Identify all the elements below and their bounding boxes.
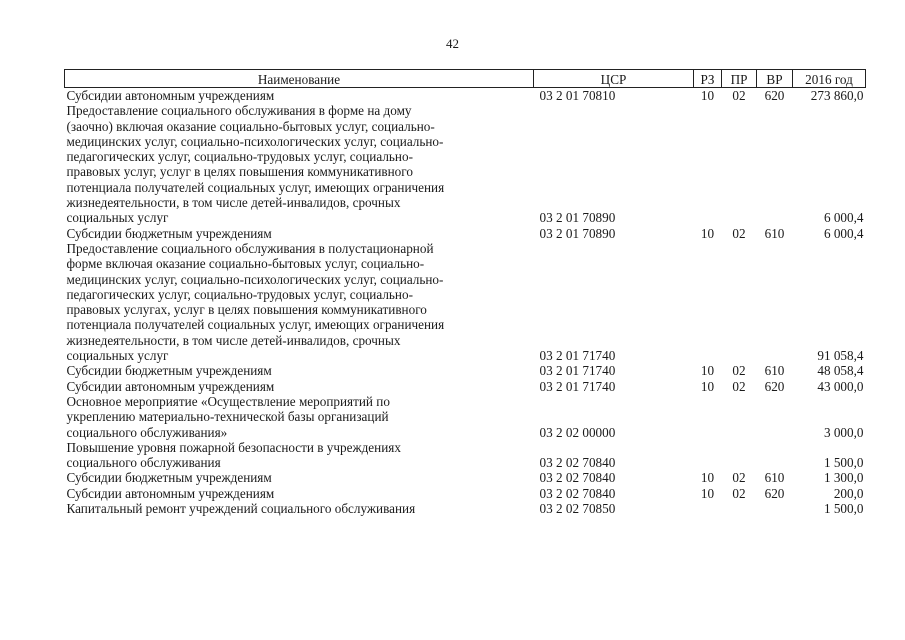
row-rz (694, 103, 722, 225)
row-name-line: Субсидии бюджетным учреждениям (66, 225, 272, 241)
row-name-line: Повышение уровня пожарной безопасности в учреждениях (66, 439, 401, 455)
row-name-line: социального обслуживания (66, 455, 221, 471)
row-rz: 10 (700, 470, 715, 486)
row-pr (722, 501, 757, 516)
row-name (65, 486, 534, 501)
row-name (65, 363, 534, 378)
row-name-line: Основное мероприятие «Осуществление мероприятий по (66, 393, 390, 409)
table-row (65, 363, 866, 378)
header-pr: ПР (722, 70, 757, 88)
row-name-line: педагогических услуг, социально-трудовых услуг, социально- (66, 149, 413, 165)
row-name-line: медицинских услуг, социально-психологических услуг, социально- (66, 271, 444, 287)
header-vr: ВР (757, 70, 793, 88)
row-vr: 610 (764, 225, 785, 241)
row-vr: 610 (764, 363, 785, 379)
row-name-line: форме включая оказание социально-бытовых услуг, социально- (66, 256, 425, 272)
row-rz (694, 394, 722, 440)
row-rz (694, 501, 722, 516)
row-vr (757, 440, 793, 471)
row-name (65, 379, 534, 394)
row-csr: 03 2 02 70840 (539, 470, 616, 486)
row-sum: 273 860,0 (810, 88, 864, 103)
row-name-line: Предоставление социального обслуживания в полустационарной (66, 240, 434, 256)
table-header (65, 70, 866, 88)
row-csr: 03 2 02 70850 (539, 501, 616, 517)
header-csr: ЦСР (534, 70, 694, 88)
table-row (65, 486, 866, 501)
row-name (65, 103, 534, 225)
row-rz (694, 241, 722, 363)
row-name-line: социальных услуг (66, 348, 169, 364)
table-row (65, 470, 866, 485)
row-vr: 620 (764, 378, 785, 394)
row-name-line: укреплению материально-технической базы организаций (66, 409, 389, 425)
row-pr: 02 (732, 363, 746, 379)
row-name (65, 440, 534, 471)
row-name-line: социального обслуживания» (66, 424, 228, 440)
row-sum: 1 500,0 (823, 455, 864, 471)
row-sum: 6 000,4 (823, 225, 864, 241)
row-name (65, 241, 534, 363)
row-pr: 02 (732, 470, 746, 486)
row-rz: 10 (700, 225, 715, 241)
row-sum: 6 000,4 (823, 210, 864, 226)
row-name-line: правовых услуг, услуг в целях повышения коммуникативного (66, 164, 413, 180)
row-name-line: медицинских услуг, социально-психологических услуг, социально- (66, 133, 444, 149)
row-sum: 3 000,0 (823, 424, 864, 440)
row-csr: 03 2 01 70890 (539, 210, 616, 226)
row-name-line: социальных услуг (66, 210, 169, 226)
row-rz: 10 (700, 378, 715, 394)
table-row (65, 501, 866, 516)
row-name-line: потенциала получателей социальных услуг, имеющих ограничения (66, 179, 445, 195)
row-vr: 620 (764, 88, 785, 103)
header-name: Наименование (65, 70, 534, 88)
page-number: 42 (446, 36, 459, 51)
row-name-line: Субсидии автономным учреждениям (66, 378, 275, 394)
row-pr (722, 394, 757, 440)
row-name-line: Предоставление социального обслуживания в форме на дому (66, 103, 412, 119)
row-sum: 1 300,0 (823, 470, 864, 486)
row-name-line: Субсидии автономным учреждениям (66, 88, 275, 103)
table-row (65, 394, 866, 440)
row-vr (757, 103, 793, 225)
row-csr: 03 2 02 70840 (539, 455, 616, 471)
row-csr: 03 2 01 71740 (539, 363, 616, 379)
row-pr: 02 (732, 88, 746, 103)
budget-table (64, 69, 866, 516)
row-name-line: Субсидии бюджетным учреждениям (66, 363, 272, 379)
table-row (65, 88, 866, 104)
row-csr: 03 2 02 00000 (539, 424, 616, 440)
row-vr (757, 501, 793, 516)
row-vr (757, 241, 793, 363)
row-rz (694, 440, 722, 471)
table-row (65, 226, 866, 241)
row-rz: 10 (700, 363, 715, 379)
row-name-line: Капитальный ремонт учреждений социального обслуживания (66, 501, 416, 517)
row-pr (722, 241, 757, 363)
row-name-line: правовых услугах, услуг в целях повышения коммуникативного (66, 302, 427, 318)
row-name (65, 470, 534, 485)
row-vr: 610 (764, 470, 785, 486)
row-name-line: (заочно) включая оказание социально-бытовых услуг, социально- (66, 118, 435, 134)
row-pr: 02 (732, 225, 746, 241)
row-vr: 620 (764, 485, 785, 501)
row-name (65, 501, 534, 516)
header-year: 2016 год (793, 70, 866, 88)
row-pr (722, 440, 757, 471)
table-row (65, 103, 866, 225)
header-rz: РЗ (694, 70, 722, 88)
row-sum: 91 058,4 (817, 348, 864, 364)
table-row (65, 241, 866, 363)
row-name-line: педагогических услуг, социально-трудовых услуг, социально- (66, 286, 413, 302)
row-csr: 03 2 01 70890 (539, 225, 616, 241)
row-csr: 03 2 01 71740 (539, 348, 616, 364)
table-row (65, 379, 866, 394)
row-csr: 03 2 02 70840 (539, 485, 616, 501)
row-rz: 10 (700, 485, 715, 501)
row-name-line: Субсидии бюджетным учреждениям (66, 470, 272, 486)
row-pr: 02 (732, 485, 746, 501)
row-name-line: Субсидии автономным учреждениям (66, 485, 275, 501)
row-name-line: потенциала получателей социальных услуг, имеющих ограничения (66, 317, 445, 333)
row-name (65, 394, 534, 440)
table-row (65, 440, 866, 471)
row-sum: 48 058,4 (817, 363, 864, 379)
row-sum: 200,0 (833, 485, 864, 501)
table-body (65, 88, 866, 517)
row-pr (722, 103, 757, 225)
row-sum: 43 000,0 (817, 378, 864, 394)
row-sum: 1 500,0 (823, 501, 864, 517)
row-name-line: жизнедеятельности, в том числе детей-инвалидов, срочных (66, 332, 401, 348)
row-csr: 03 2 01 70810 (539, 88, 616, 103)
row-vr (757, 394, 793, 440)
row-name (65, 226, 534, 241)
row-csr: 03 2 01 71740 (539, 378, 616, 394)
row-name (65, 88, 534, 104)
row-name-line: жизнедеятельности, в том числе детей-инвалидов, срочных (66, 195, 401, 211)
row-pr: 02 (732, 378, 746, 394)
row-rz: 10 (700, 88, 715, 103)
